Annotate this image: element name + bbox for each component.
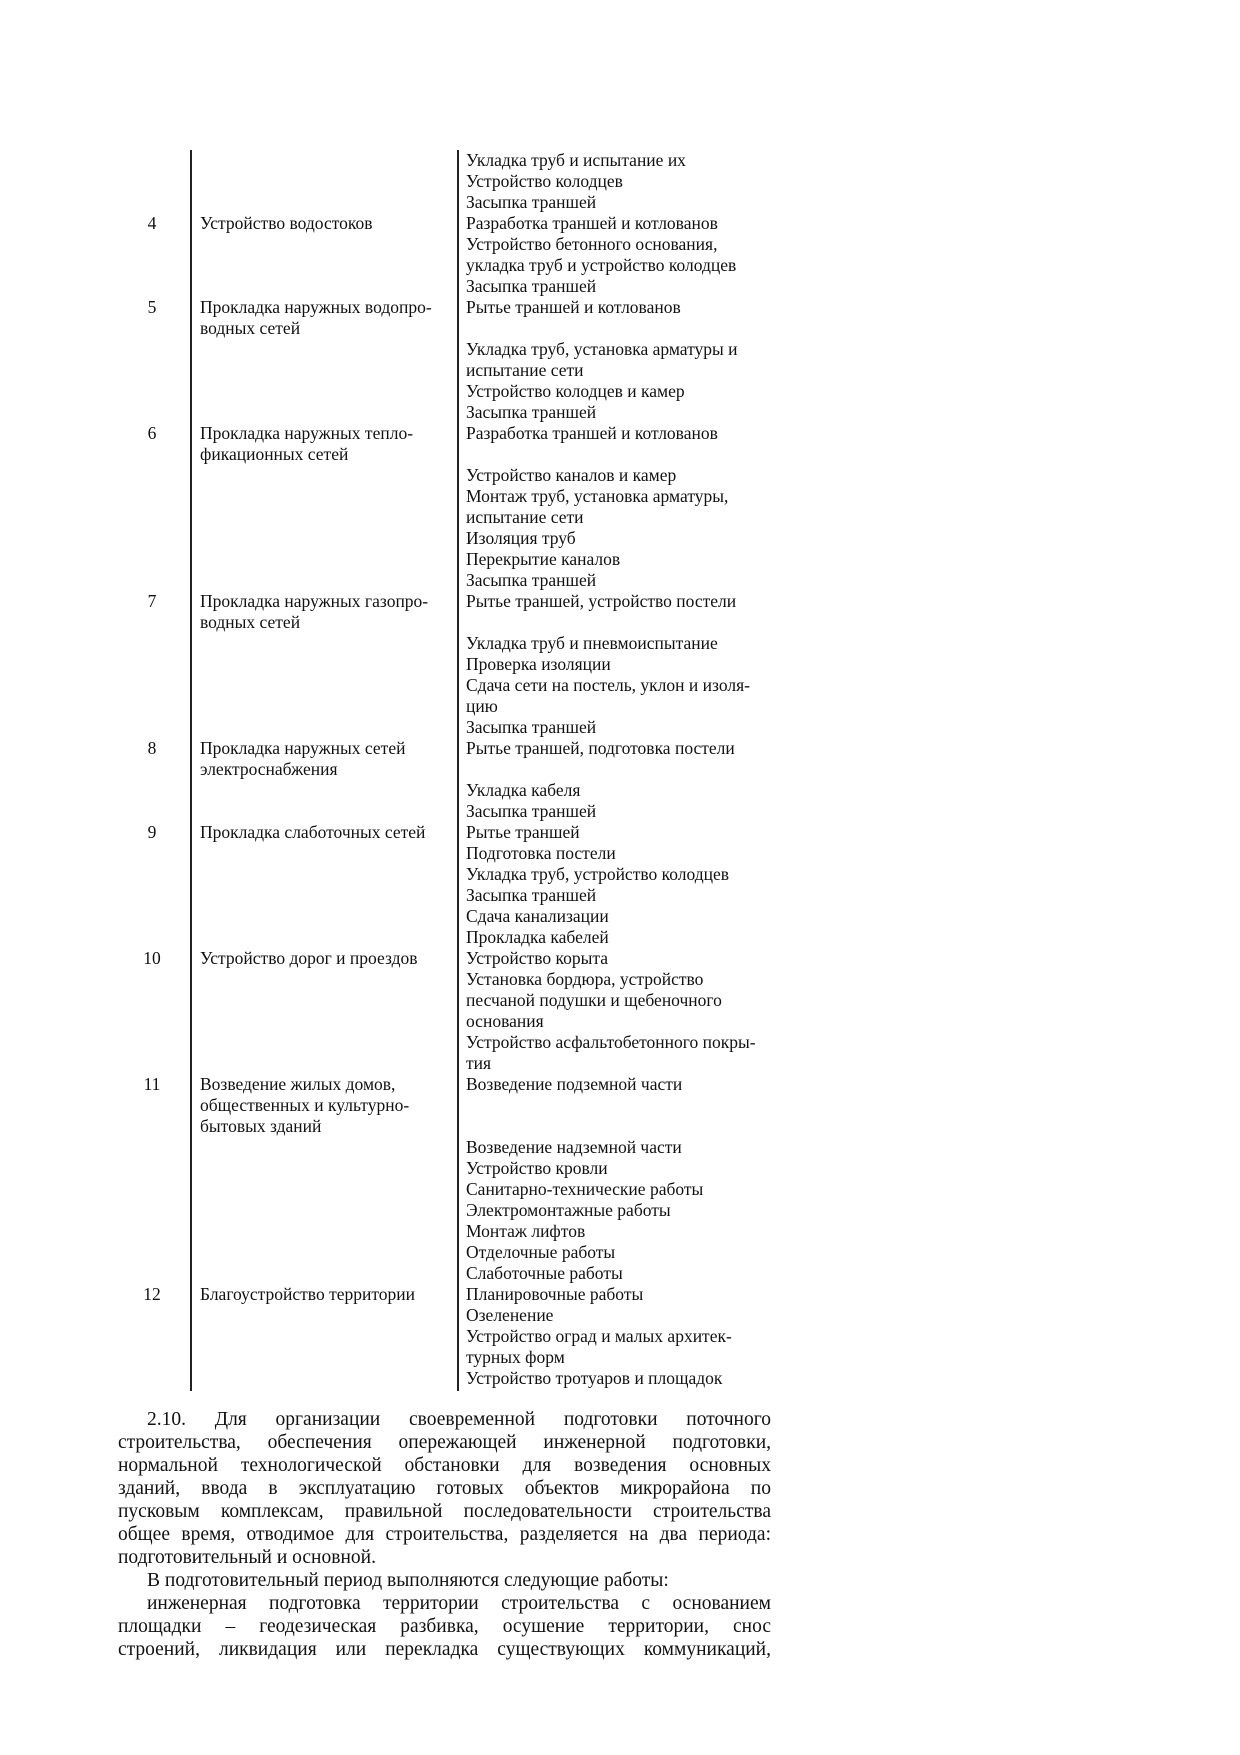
work-item-line: Устройство оград и малых архитек- bbox=[466, 1326, 732, 1346]
work-item-line: Сдача сети на постель, уклон и изоля- bbox=[466, 675, 750, 695]
row-title-line: Возведение жилых домов, bbox=[200, 1074, 396, 1094]
row-title-line: Прокладка наружных сетей bbox=[200, 738, 406, 758]
work-item-line: Изоляция труб bbox=[466, 528, 576, 548]
work-item-line: Укладка труб и пневмоиспытание bbox=[466, 633, 718, 653]
work-item-line: Электромонтажные работы bbox=[466, 1200, 671, 1220]
row-title-line: Прокладка слаботочных сетей bbox=[200, 822, 426, 842]
work-item-line: Устройство каналов и камер bbox=[466, 465, 677, 485]
work-item-line: Возведение надземной части bbox=[466, 1137, 682, 1157]
work-item-line: Устройство колодцев и камер bbox=[466, 381, 685, 401]
work-item-line: Рытье траншей bbox=[466, 822, 580, 842]
work-item-line: Укладка кабеля bbox=[466, 780, 581, 800]
work-item-line: Возведение подземной части bbox=[466, 1074, 683, 1094]
paragraph-line: пусковым комплексам, правильной последовательности строительства bbox=[118, 1501, 771, 1522]
row-title-line: электроснабжения bbox=[200, 759, 338, 779]
work-item-line: Разработка траншей и котлованов bbox=[466, 423, 718, 443]
table-column-divider-right bbox=[457, 150, 459, 1391]
table-column-divider-left bbox=[190, 150, 192, 1391]
work-item-line: Устройство кровли bbox=[466, 1158, 608, 1178]
row-title-line: фикационных сетей bbox=[200, 444, 349, 464]
work-item-line: Озеленение bbox=[466, 1305, 554, 1325]
work-item-line: Устройство тротуаров и площадок bbox=[466, 1368, 723, 1388]
work-item-line: Засыпка траншей bbox=[466, 801, 597, 821]
row-title-line: Прокладка наружных водопро- bbox=[200, 297, 432, 317]
work-item-line: Укладка труб, установка арматуры и bbox=[466, 339, 738, 359]
row-number: 9 bbox=[147, 822, 157, 842]
work-item-line: Засыпка траншей bbox=[466, 192, 597, 212]
paragraph-line: В подготовительный период выполняются следующие работы: bbox=[147, 1570, 669, 1591]
work-item-line: Проверка изоляции bbox=[466, 654, 611, 674]
work-item-line: песчаной подушки и щебеночного bbox=[466, 990, 722, 1010]
work-item-line: тия bbox=[466, 1053, 492, 1073]
work-item-line: Монтаж труб, установка арматуры, bbox=[466, 486, 729, 506]
row-title-line: Прокладка наружных тепло- bbox=[200, 423, 414, 443]
work-item-line: Монтаж лифтов bbox=[466, 1221, 586, 1241]
row-title-line: Устройство водостоков bbox=[200, 213, 373, 233]
work-item-line: укладка труб и устройство колодцев bbox=[466, 255, 737, 275]
work-item-line: Укладка труб и испытание их bbox=[466, 150, 686, 170]
work-item-line: Отделочные работы bbox=[466, 1242, 616, 1262]
work-item-line: Устройство корыта bbox=[466, 948, 608, 968]
paragraph-line: 2.10. Для организации своевременной подготовки поточного bbox=[147, 1409, 771, 1430]
work-item-line: Подготовка постели bbox=[466, 843, 616, 863]
paragraph-line: нормальной технологической обстановки для возведения основных bbox=[118, 1455, 771, 1476]
work-item-line: Санитарно-технические работы bbox=[466, 1179, 704, 1199]
paragraph-line: площадки – геодезическая разбивка, осушение территории, снос bbox=[118, 1616, 771, 1637]
work-item-line: Установка бордюра, устройство bbox=[466, 969, 704, 989]
row-title-line: общественных и культурно- bbox=[200, 1095, 410, 1115]
work-item-line: цию bbox=[466, 696, 498, 716]
work-item-line: Перекрытие каналов bbox=[466, 549, 621, 569]
work-item-line: Рытье траншей, устройство постели bbox=[466, 591, 737, 611]
paragraph-line: строений, ликвидация или перекладка существующих коммуникаций, bbox=[118, 1639, 771, 1660]
work-item-line: Устройство асфальтобетонного покры- bbox=[466, 1032, 756, 1052]
row-title-line: Устройство дорог и проездов bbox=[200, 948, 418, 968]
work-item-line: Рытье траншей, подготовка постели bbox=[466, 738, 735, 758]
work-item-line: Засыпка траншей bbox=[466, 276, 597, 296]
work-item-line: основания bbox=[466, 1011, 544, 1031]
work-item-line: испытание сети bbox=[466, 507, 584, 527]
row-title-line: водных сетей bbox=[200, 318, 301, 338]
row-title-line: бытовых зданий bbox=[200, 1116, 322, 1136]
paragraph-line: зданий, ввода в эксплуатацию готовых объектов микрорайона по bbox=[118, 1478, 771, 1499]
row-title-line: Прокладка наружных газопро- bbox=[200, 591, 429, 611]
work-item-line: Укладка труб, устройство колодцев bbox=[466, 864, 730, 884]
work-item-line: Планировочные работы bbox=[466, 1284, 644, 1304]
row-number: 6 bbox=[147, 423, 157, 443]
work-item-line: Слаботочные работы bbox=[466, 1263, 623, 1283]
row-number: 10 bbox=[143, 948, 161, 968]
row-number: 8 bbox=[147, 738, 157, 758]
work-item-line: Устройство бетонного основания, bbox=[466, 234, 718, 254]
work-item-line: Устройство колодцев bbox=[466, 171, 623, 191]
paragraph-line: общее время, отводимое для строительства, разделяется на два периода: bbox=[118, 1524, 771, 1545]
work-item-line: Разработка траншей и котлованов bbox=[466, 213, 718, 233]
work-item-line: испытание сети bbox=[466, 360, 584, 380]
work-item-line: Засыпка траншей bbox=[466, 885, 597, 905]
work-item-line: Сдача канализации bbox=[466, 906, 609, 926]
row-title-line: Благоустройство территории bbox=[200, 1284, 415, 1304]
row-number: 11 bbox=[143, 1074, 161, 1094]
row-number: 7 bbox=[147, 591, 157, 611]
row-number: 4 bbox=[147, 213, 157, 233]
work-item-line: Засыпка траншей bbox=[466, 570, 597, 590]
work-item-line: турных форм bbox=[466, 1347, 565, 1367]
paragraph-line: подготовительный и основной. bbox=[118, 1547, 376, 1568]
paragraph-line: инженерная подготовка территории строительства с основанием bbox=[147, 1593, 771, 1614]
row-number: 5 bbox=[147, 297, 157, 317]
work-item-line: Засыпка траншей bbox=[466, 717, 597, 737]
paragraph-line: строительства, обеспечения опережающей инженерной подготовки, bbox=[118, 1432, 771, 1453]
row-number: 12 bbox=[143, 1284, 161, 1304]
row-title-line: водных сетей bbox=[200, 612, 301, 632]
work-item-line: Засыпка траншей bbox=[466, 402, 597, 422]
work-item-line: Прокладка кабелей bbox=[466, 927, 609, 947]
work-item-line: Рытье траншей и котлованов bbox=[466, 297, 681, 317]
